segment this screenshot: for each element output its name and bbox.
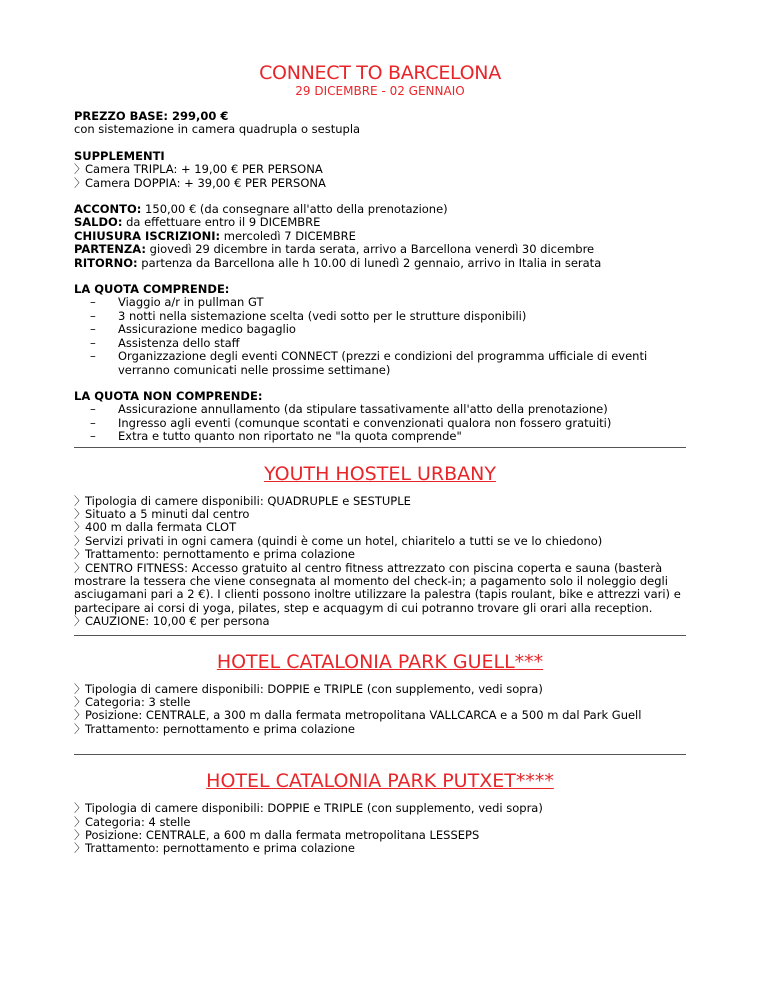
supplement-item: 〉Camera TRIPLA: + 19,00 € PER PERSONA [74,162,323,177]
excludes-list [74,403,686,443]
hotel-section-urbany [74,463,686,629]
hotel-detail-line: 〉Trattamento: pernottamento e prima colazione [74,721,355,736]
chevron-right-icon: 〉 [74,801,86,816]
booking-block [74,203,686,270]
list-item: – Ingresso agli eventi (comunque scontati e convenzionati qualora non fossero gratuiti) [90,417,686,430]
supplements-title: SUPPLEMENTI [74,148,165,163]
page-subtitle-dates: 29 DICEMBRE - 02 GENNAIO [295,84,465,98]
list-item: – Organizzazione degli eventi CONNECT (prezzi e condizioni del programma ufficiale di eventi verranno comunicati nelle prossime settimane) [90,350,686,377]
supplement-item: 〉Camera DOPPIA: + 39,00 € PER PERSONA [74,175,326,190]
hotel-details [74,683,686,737]
hotel-detail-line: 〉Tipologia di camere disponibili: QUADRUPLE e SESTUPLE [74,493,411,508]
supplements-block [74,150,686,190]
hotel-title: HOTEL CATALONIA PARK GUELL*** [216,650,544,673]
chevron-right-icon: 〉 [74,547,86,562]
hotel-details [74,495,686,629]
list-item: – Viaggio a/r in pullman GT [90,296,686,309]
includes-block [74,283,686,377]
chevron-right-icon: 〉 [74,520,86,535]
booking-deposit: ACCONTO: 150,00 € (da consegnare all'atto della prenotazione) [74,202,448,217]
hotel-detail-line: 〉Tipologia di camere disponibili: DOPPIE e TRIPLE (con supplemento, vedi sopra) [74,801,543,816]
hotel-detail-line: 〉Posizione: CENTRALE, a 600 m dalla fermata metropolitana LESSEPS [74,828,480,843]
excludes-title: LA QUOTA NON COMPRENDE: [74,388,263,403]
booking-departure: PARTENZA: giovedì 29 dicembre in tarda serata, arrivo a Barcellona venerdì 30 dicembre [74,242,595,257]
hotel-detail-line: 〉Servizi privati in ogni camera (quindi è come un hotel, chiaritelo a tutti se ve lo chiedono) [74,533,603,548]
price-note: con sistemazione in camera quadrupla o sestupla [74,122,361,137]
hotel-detail-line: 〉CAUZIONE: 10,00 € per persona [74,614,270,629]
excludes-block [74,390,686,444]
hotel-detail-line: 〉Situato a 5 minuti dal centro [74,506,250,521]
hotel-title: HOTEL CATALONIA PARK PUTXET**** [206,770,554,793]
hotel-detail-line: 〉Posizione: CENTRALE, a 300 m dalla fermata metropolitana VALLCARCA e a 500 m dal Park Guell [74,708,642,723]
hotel-section-park-guell [74,651,686,737]
chevron-right-icon: 〉 [74,681,86,696]
hotel-title: YOUTH HOSTEL URBANY [264,462,496,485]
hotel-detail-line: 〉Tipologia di camere disponibili: DOPPIE e TRIPLE (con supplemento, vedi sopra) [74,681,543,696]
chevron-right-icon: 〉 [74,721,86,736]
chevron-right-icon: 〉 [74,814,86,829]
hotel-detail-line: 〉400 m dalla fermata CLOT [74,520,237,535]
section-divider [74,754,686,755]
chevron-right-icon: 〉 [74,533,86,548]
hotel-detail-line: 〉Trattamento: pernottamento e prima colazione [74,547,355,562]
list-item: – Assistenza dello staff [90,337,686,350]
chevron-right-icon: 〉 [74,506,86,521]
hotel-detail-line: 〉Categoria: 4 stelle [74,814,191,829]
chevron-right-icon: 〉 [74,841,86,856]
chevron-right-icon: 〉 [74,828,86,843]
section-divider [74,635,686,636]
hotel-section-park-putxet [74,770,686,856]
price-label: PREZZO BASE: 299,00 € [74,109,229,123]
section-divider [74,447,686,448]
document-page [74,62,686,856]
hotel-detail-line: 〉Trattamento: pernottamento e prima colazione [74,841,355,856]
page-title: CONNECT TO BARCELONA [259,62,501,84]
list-item: – 3 notti nella sistemazione scelta (vedi sotto per le strutture disponibili) [90,310,686,323]
chevron-right-icon: 〉 [74,162,86,177]
hotel-details [74,802,686,856]
chevron-right-icon: 〉 [74,175,86,190]
list-item: – Assicurazione medico bagaglio [90,323,686,336]
includes-list [74,296,686,376]
chevron-right-icon: 〉 [74,493,86,508]
chevron-right-icon: 〉 [74,708,86,723]
list-item: – Extra e tutto quanto non riportato ne "la quota comprende" [90,430,686,443]
chevron-right-icon: 〉 [74,695,86,709]
includes-title: LA QUOTA COMPRENDE: [74,282,230,297]
list-item: – Assicurazione annullamento (da stipulare tassativamente all'atto della prenotazione) [90,403,686,416]
hotel-detail-paragraph: 〉CENTRO FITNESS: Accesso gratuito al centro fitness attrezzato con piscina coperta e sauna (basterà mostrare la tessera che viene consegnata al momento del check-in; a pagamento solo il noleggio degli asciugamani pari a 2 €). I clienti possono inoltre utilizzare la palestra (tapis roulant, bike e attrezzi vari) e partecipare ai corsi di yoga, pilates, step e acquagym di cui potranno trovare gli orari alla reception. [74,560,681,615]
hotel-detail-line: 〉Categoria: 3 stelle [74,695,191,709]
chevron-right-icon: 〉 [74,560,86,575]
booking-return: RITORNO: partenza da Barcellona alle h 10.00 di lunedì 2 gennaio, arrivo in Italia in serata [74,255,602,270]
booking-balance: SALDO: da effettuare entro il 9 DICEMBRE [74,215,321,230]
price-block [74,110,686,137]
booking-closing: CHIUSURA ISCRIZIONI: mercoledì 7 DICEMBRE [74,228,356,243]
chevron-right-icon: 〉 [74,614,86,629]
